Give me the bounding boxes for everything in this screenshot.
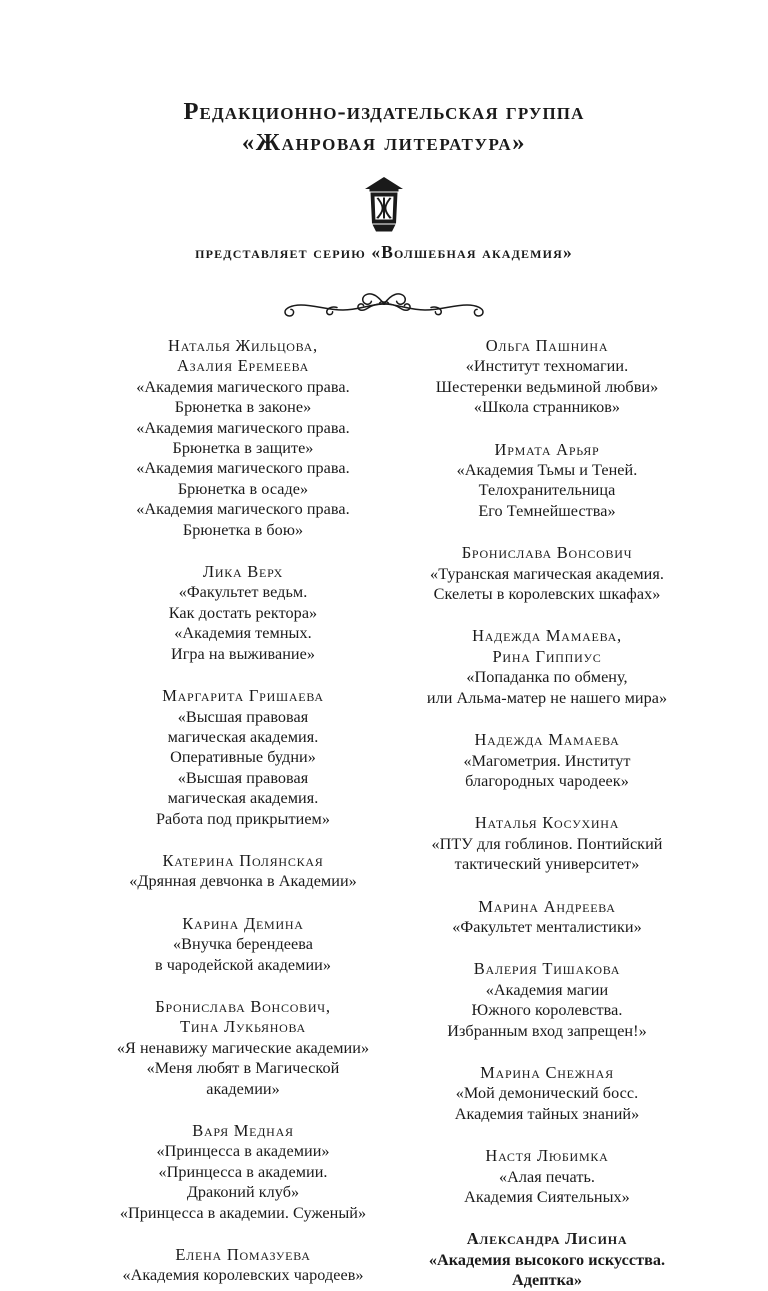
- book-author: Марина Андреева: [478, 896, 616, 916]
- book-author: Карина Демина: [182, 913, 304, 933]
- book-author: Рина Гиппиус: [492, 646, 602, 666]
- book-entry: [386, 730, 708, 791]
- book-title-line: «Академия темных.: [174, 624, 312, 643]
- book-entry: [386, 543, 708, 604]
- column-left: [74, 336, 412, 1286]
- book-title-line: «Высшая правовая: [177, 707, 309, 726]
- book-title-line: Избранным вход запрещен!»: [447, 1021, 647, 1040]
- book-entry: [74, 1245, 412, 1286]
- column-right: [386, 336, 708, 1291]
- book-author: Наталья Косухина: [474, 813, 620, 833]
- book-author: Ольга Пашнина: [485, 336, 609, 355]
- book-title-line: «Дрянная девчонка в Академии»: [129, 872, 357, 891]
- publisher-group-line-2: «Жанровая литература»: [241, 129, 527, 156]
- book-title-line: или Альма-матер не нашего мира»: [426, 688, 668, 707]
- book-title-line: Брюнетка в законе»: [174, 398, 312, 417]
- book-entry: [386, 440, 708, 522]
- book-title-line: «Академия магии: [485, 980, 609, 999]
- book-title-line: тактический университет»: [454, 855, 640, 874]
- book-entry: [386, 1063, 708, 1124]
- book-title-line: Шестеренки ведьминой любви»: [435, 377, 659, 396]
- book-title-line: Академия Сиятельных»: [464, 1188, 630, 1206]
- book-title-line: Драконий клуб»: [186, 1183, 300, 1202]
- book-entry: [386, 626, 708, 708]
- book-title-line: в чародейской академии»: [154, 955, 332, 974]
- book-title-line: «Академия магического права.: [136, 500, 350, 519]
- book-title-line: «Факультет ведьм.: [178, 583, 308, 602]
- book-title-line: Адептка»: [511, 1271, 582, 1290]
- flourish-divider: [275, 283, 493, 317]
- book-title-line: «Принцесса в академии»: [156, 1142, 330, 1161]
- book-title-line: «Школа странников»: [473, 398, 621, 417]
- book-author: Варя Медная: [192, 1121, 294, 1140]
- book-title-line: «Академия королевских чародеев»: [122, 1266, 364, 1285]
- book-title-line: Игра на выживание»: [170, 644, 316, 663]
- book-author: Катерина Полянская: [162, 850, 324, 870]
- book-title-line: «Академия магического права.: [136, 418, 350, 437]
- book-title-line: «Факультет менталистики»: [452, 917, 642, 936]
- book-title-line: академии»: [206, 1079, 280, 1098]
- book-title-line: Работа под прикрытием»: [156, 809, 330, 828]
- book-entry: [74, 997, 412, 1099]
- book-entry: [386, 897, 708, 938]
- book-author: Азалия Еремеева: [176, 356, 310, 376]
- book-author: Маргарита Гришаева: [162, 686, 324, 706]
- book-title-line: «Алая печать.: [498, 1167, 596, 1186]
- book-entry: [74, 336, 412, 540]
- book-entry: [386, 959, 708, 1041]
- book-author: Лика Верх: [202, 562, 284, 582]
- book-title-line: «Академия высокого искусства.: [428, 1250, 666, 1269]
- book-title-line: Оперативные будни»: [170, 748, 316, 767]
- book-title-line: магическая академия.: [167, 727, 319, 746]
- book-author: Наталья Жильцова,: [168, 336, 318, 355]
- publisher-group-line-1: Редакционно-издательская группа: [183, 98, 585, 125]
- book-title-line: «Я ненавижу магические академии»: [116, 1038, 370, 1057]
- book-author: Надежда Мамаева: [474, 730, 620, 750]
- series-book-columns: [0, 336, 768, 1290]
- book-author: Настя Любимка: [485, 1146, 609, 1166]
- book-author: Александра Лисина: [466, 1229, 628, 1249]
- book-title-line: «Высшая правовая: [177, 768, 309, 787]
- lantern-logo-wrap: [0, 176, 768, 234]
- book-author: Бронислава Вонсович,: [155, 996, 331, 1016]
- lantern-logo: [362, 176, 406, 234]
- book-entry: [74, 1121, 412, 1223]
- book-title-line: Брюнетка в защите»: [172, 439, 314, 458]
- book-author: Ирмата Арьяр: [494, 439, 600, 459]
- book-title-line: «Магометрия. Институт: [463, 751, 631, 770]
- book-author: Тина Лукьянова: [180, 1017, 306, 1037]
- book-title-line: магическая академия.: [167, 789, 319, 808]
- flourish-center-dot: [382, 302, 385, 305]
- book-title-line: «Академия магического права.: [136, 459, 350, 478]
- book-author: Марина Снежная: [480, 1062, 614, 1082]
- book-title-line: благородных чародеек»: [465, 771, 629, 790]
- book-title-line: Брюнетка в осаде»: [177, 479, 309, 498]
- book-entry: [386, 336, 708, 418]
- book-author: Бронислава Вонсович: [461, 543, 633, 563]
- book-entry: [386, 1146, 708, 1207]
- book-title-line: «Мой демонический босс.: [455, 1084, 639, 1103]
- flourish-divider-wrap: [0, 283, 768, 317]
- book-entry: [74, 851, 412, 892]
- book-title-line: «Принцесса в академии.: [158, 1162, 328, 1181]
- book-entry: [74, 686, 412, 829]
- book-title-line: «Принцесса в академии. Суженый»: [119, 1203, 367, 1222]
- book-title-line: Как достать ректора»: [168, 603, 318, 622]
- book-title-line: «Попаданка по обмену,: [466, 668, 628, 687]
- book-author: Надежда Мамаева,: [472, 626, 622, 646]
- book-title-line: «Академия Тьмы и Теней.: [456, 461, 638, 480]
- book-title-line: Академия тайных знаний»: [454, 1104, 640, 1123]
- book-entry: [74, 562, 412, 664]
- series-presents-line: представляет серию «Волшебная академия»: [195, 242, 573, 262]
- book-title-line: «ПТУ для гоблинов. Понтийский: [431, 834, 663, 853]
- book-entry: [74, 914, 412, 975]
- book-author: Валерия Тишакова: [473, 959, 621, 979]
- masthead: [0, 96, 768, 158]
- book-title-line: «Внучка берендеева: [173, 935, 313, 954]
- book-entry: [386, 813, 708, 874]
- book-title-line: «Академия магического права.: [136, 377, 350, 396]
- book-title-line: Телохранительница: [478, 481, 616, 500]
- book-title-line: «Туранская магическая академия.: [430, 564, 664, 583]
- book-title-line: «Институт техномагии.: [465, 357, 629, 376]
- book-title-line: Скелеты в королевских шкафах»: [433, 585, 661, 604]
- book-title-line: Брюнетка в бою»: [182, 520, 304, 539]
- book-entry: [386, 1229, 708, 1290]
- book-title-line: Южного королевства.: [471, 1001, 623, 1020]
- book-title-line: Его Темнейшества»: [478, 501, 616, 520]
- book-author: Елена Помазуева: [175, 1245, 311, 1265]
- book-title-line: «Меня любят в Магической: [146, 1059, 340, 1078]
